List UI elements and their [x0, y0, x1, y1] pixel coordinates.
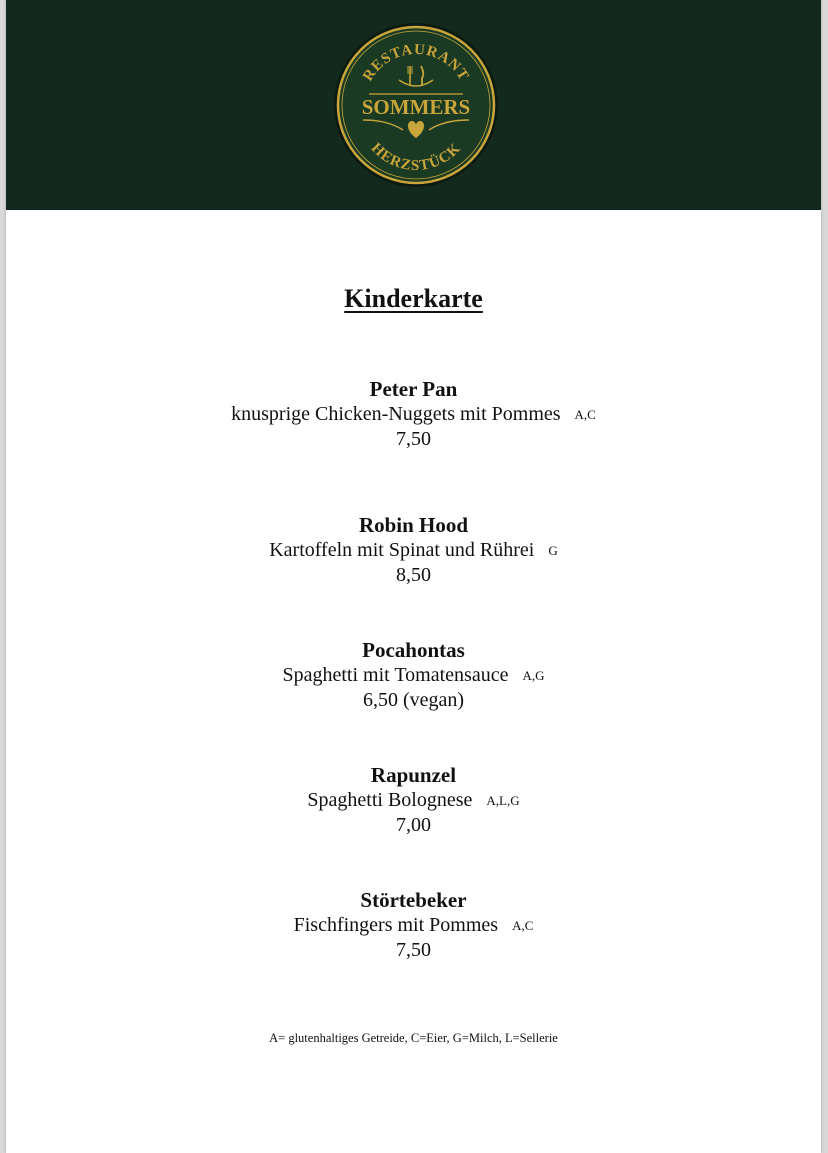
header-banner — [6, 0, 821, 210]
restaurant-logo — [333, 22, 499, 188]
item-description: Spaghetti mit Tomatensauce — [282, 664, 509, 686]
item-description: knusprige Chicken-Nuggets mit Pommes — [231, 403, 561, 425]
item-description: Kartoffeln mit Spinat und Rührei — [269, 539, 535, 561]
item-name: Robin Hood — [358, 513, 469, 537]
menu-item-rapunzel — [6, 762, 821, 838]
item-price: 7,50 — [396, 939, 431, 961]
item-allergens: A,C — [512, 918, 534, 933]
item-allergens: A,L,G — [486, 793, 520, 808]
item-name: Störtebeker — [360, 888, 467, 912]
logo-top-text: RESTAURANT — [360, 41, 472, 85]
item-allergens: G — [548, 543, 558, 558]
menu-item-stoertebeker — [6, 887, 821, 963]
item-name: Rapunzel — [370, 763, 457, 787]
item-price: 7,50 — [396, 428, 431, 450]
item-price: 6,50 (vegan) — [362, 689, 465, 711]
item-allergens: A,C — [574, 407, 596, 422]
item-allergens: A,G — [522, 668, 545, 683]
logo-name: SOMMERS — [361, 95, 471, 119]
item-description-line — [6, 913, 821, 938]
item-description-line — [6, 402, 821, 427]
item-price: 8,50 — [396, 564, 431, 586]
item-name: Peter Pan — [369, 377, 458, 401]
menu-page — [6, 0, 821, 1153]
menu-item-pocahontas — [6, 637, 821, 713]
logo-bottom-text: HERZSTÜCK — [367, 140, 465, 175]
item-description: Fischfingers mit Pommes — [293, 914, 499, 936]
menu-item-robin-hood — [6, 512, 821, 588]
allergen-legend: A= glutenhaltiges Getreide, C=Eier, G=Milch, L=Sellerie — [269, 1031, 558, 1045]
item-description-line — [6, 663, 821, 688]
item-name: Pocahontas — [362, 638, 465, 662]
menu-item-peter-pan — [6, 376, 821, 452]
item-description: Spaghetti Bolognese — [307, 789, 473, 811]
item-price: 7,00 — [396, 814, 431, 836]
item-description-line — [6, 788, 821, 813]
menu-title: Kinderkarte — [344, 284, 483, 313]
item-description-line — [6, 538, 821, 563]
